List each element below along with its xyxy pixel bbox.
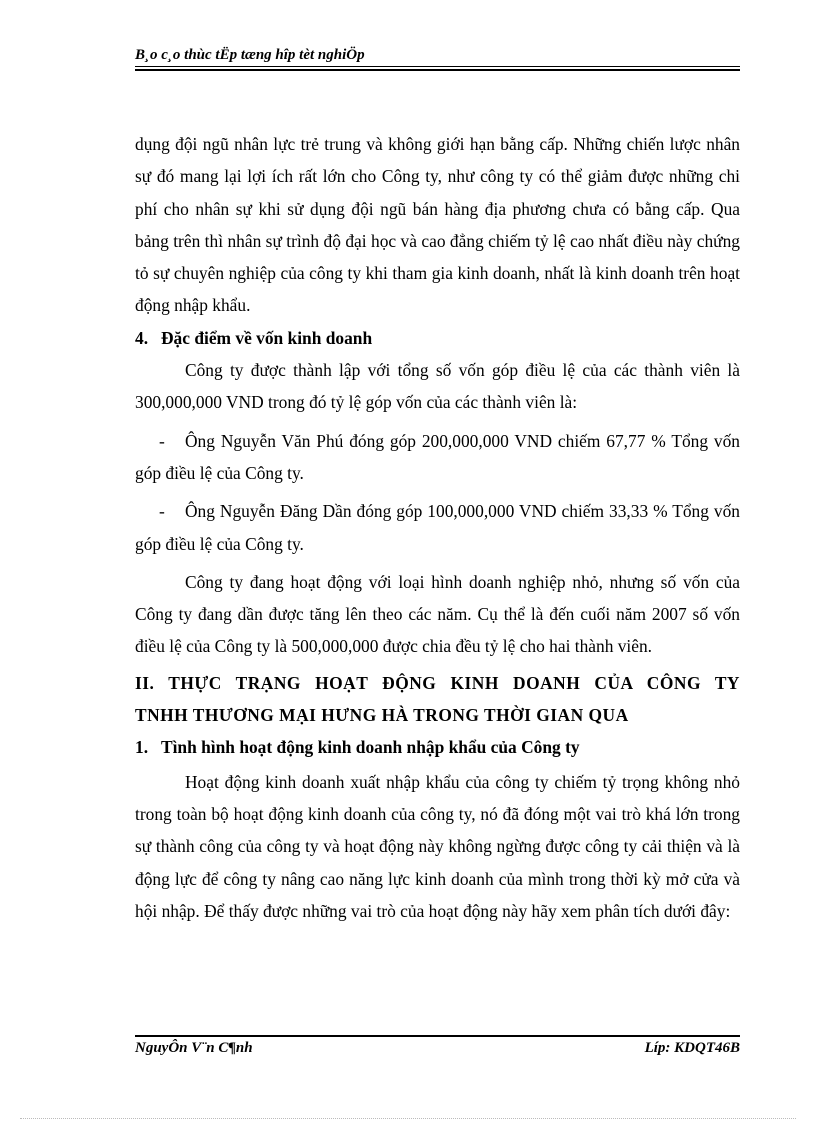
heading-capital-number: 4. xyxy=(135,327,149,348)
list-dash: - xyxy=(159,501,165,522)
section-heading-line-2: TNHH THƯƠNG MẠI HƯNG HÀ TRONG THỜI GIAN QUA xyxy=(135,705,629,726)
heading-capital xyxy=(135,322,740,354)
heading-import-text: Tình hình hoạt động kinh doanh nhập khẩu của Công ty xyxy=(161,737,580,758)
heading-import-number: 1. xyxy=(135,737,149,758)
list-item-text: Ông Nguyễn Đăng Dần đóng góp 100,000,000 VND chiếm 33,33 % Tổng vốn góp điều lệ của Công ty. xyxy=(135,501,740,554)
paragraph-capital-intro: Công ty được thành lập với tổng số vốn góp điều lệ của các thành viên là 300,000,000 VND trong đó tỷ lệ góp vốn của các thành viên là: xyxy=(135,360,740,413)
page-header-title: B¸o c¸o thùc tËp tæng hîp tèt nghiÖp xyxy=(135,47,365,63)
list-item-contributor-1 xyxy=(135,425,740,490)
footer-rule xyxy=(135,1035,740,1037)
page-bottom-dotted-line xyxy=(20,1118,796,1119)
header-rule-thick xyxy=(135,69,740,71)
header-rule-thin xyxy=(135,66,740,67)
heading-capital-text: Đặc điểm về vốn kinh doanh xyxy=(161,327,373,348)
paragraph-import-role: Hoạt động kinh doanh xuất nhập khẩu của công ty chiếm tỷ trọng không nhỏ trong toàn bộ hoạt động kinh doanh của công ty, nó đã đóng một vai trò khá lớn trong sự thành công của công ty và hoạt động này không ngừng được công ty cải thiện và là động lực để công ty nâng cao năng lực kinh doanh của mình trong thời kỳ mở cửa và hội nhập. Để thấy được những vai trò của hoạt động này hãy xem phân tích dưới đây: xyxy=(135,771,740,921)
list-item-contributor-2 xyxy=(135,495,740,560)
heading-import-activity xyxy=(135,731,740,763)
list-item-text: Ông Nguyễn Văn Phú đóng góp 200,000,000 VND chiếm 67,77 % Tổng vốn góp điều lệ của Công ty. xyxy=(135,430,740,483)
section-heading-line-1: II. THỰC TRẠNG HOẠT ĐỘNG KINH DOANH CỦA CÔNG TY xyxy=(135,672,740,693)
paragraph-staff-strategy: dụng đội ngũ nhân lực trẻ trung và không giới hạn bằng cấp. Những chiến lược nhân sự đó mang lại lợi ích rất lớn cho Công ty, như công ty có thể giảm được những chi phí cho nhân sự khi sử dụng đội ngũ bán hàng địa phương chưa có bằng cấp. Qua bảng trên thì nhân sự trình độ đại học và cao đẳng chiếm tỷ lệ cao nhất điều này chứng tỏ sự chuyên nghiệp của công ty khi tham gia kinh doanh, nhất là kinh doanh trên hoạt động nhập khẩu. xyxy=(135,134,740,316)
footer-class: Líp: KDQT46B xyxy=(644,1040,740,1056)
list-dash: - xyxy=(159,430,165,451)
paragraph-capital-growth: Công ty đang hoạt động với loại hình doanh nghiệp nhỏ, nhưng số vốn của Công ty đang dần được tăng lên theo các năm. Cụ thể là đến cuối năm 2007 số vốn điều lệ của Công ty là 500,000,000 được chia đều tỷ lệ cho hai thành viên. xyxy=(135,571,740,657)
document-body xyxy=(135,128,740,927)
footer-author: NguyÔn V¨n C¶nh xyxy=(135,1040,253,1056)
